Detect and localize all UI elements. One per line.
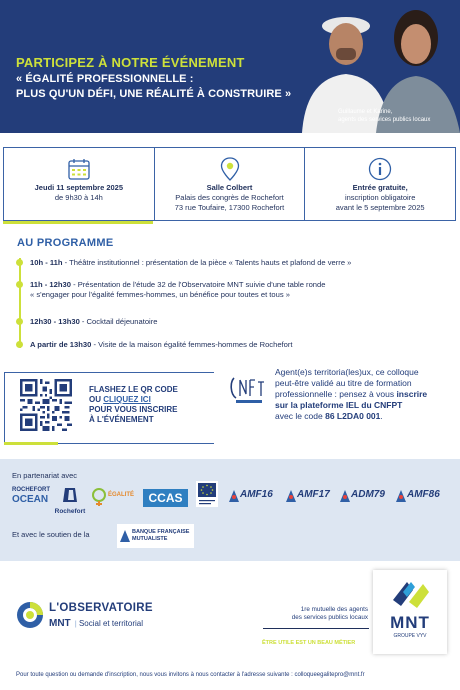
slogan: ÊTRE UTILE EST UN BEAU MÉTIER [262,640,356,646]
bfm-emblem-icon [120,530,130,542]
egalite-emblem-icon [91,487,107,507]
calendar-icon [66,156,92,182]
header-banner [0,0,460,133]
qr-code[interactable] [20,379,72,431]
rochefort-logo: Rochefort [53,487,87,513]
timeline-dot [16,281,23,288]
eu-emblem-icon [196,481,218,507]
qr-instructions: FLASHEZ LE QR CODE OU CLIQUEZ ICI POUR VOUS INSCRIRE À L'ÉVÉNEMENT [89,385,178,424]
observatoire-subtitle: MNT | Social et territorial [49,618,143,629]
entry-box [304,148,455,220]
cnfpt-logo [228,372,268,408]
venue-box [154,148,305,220]
divider [263,628,369,629]
amf-emblem-icon [229,490,239,502]
programme-item: 12h30 - 13h30 - Cocktail déjeunatoire [30,317,158,326]
contact-line: Pour toute question ou demande d'inscription, nous vous invitons à nous contacter à l'adresse suivante : colloqueegalitepro@mnt.fr [16,672,365,678]
amf17-logo: AMF17 [286,489,341,505]
adm-emblem-icon [340,490,350,502]
mutuelle-tagline: 1re mutuelle des agents des services publics locaux [291,606,368,621]
entry-free: Entrée gratuite, [352,183,408,192]
timeline-dot [16,341,23,348]
amf-emblem-icon [396,490,406,502]
amf86-logo: AMF86 [396,489,451,505]
event-hours: de 9h30 à 14h [54,193,103,202]
rochefort-emblem-icon [53,487,87,503]
info-icon [367,156,393,182]
amf-emblem-icon [286,490,296,502]
venue-place: Palais des congrès de Rochefort [175,193,284,202]
location-pin-icon [217,156,243,182]
mnt-logo: MNT GROUPE VYV [373,570,447,654]
venue-address: 73 rue Toufaire, 17300 Rochefort [174,203,285,212]
support-title: Et avec le soutien de la [12,530,90,539]
cnfpt-notice: Agent(e)s territoria(les)ux, ce colloque peut-être validé au titre de formation professionnelle : pensez à vous inscrire sur la plateforme IEL du CNFPT avec le code 86 L2DA0 001. [275,367,428,421]
entry-deadline: avant le 5 septembre 2025 [335,203,425,212]
register-link[interactable]: CLIQUEZ ICI [103,395,151,404]
event-invite-title: PARTICIPEZ À NOTRE ÉVÉNEMENT [16,55,245,70]
accent-bar [3,221,153,224]
partners-title: En partenariat avec [12,471,78,480]
programme-item: A partir de 13h30 - Visite de la maison égalité femmes-hommes de Rochefort [30,340,293,349]
qr-frame-accent [4,442,58,445]
event-info-boxes [3,147,456,221]
programme-title: AU PROGRAMME [17,237,114,249]
venue-name: Salle Colbert [206,183,253,192]
observatoire-name: L'OBSERVATOIRE [49,602,153,614]
date-box [4,148,154,220]
photo-caption: Guillaume et Karine, agents des services publics locaux [338,109,431,123]
timeline-dot [16,318,23,325]
programme-item: 11h - 12h30 - Présentation de l'étude 32 de l'Observatoire MNT suivie d'une table ronde « s'engager pour l'égalité femmes-hommes, un bénéfice pour toutes et tous » [30,280,326,299]
amf16-logo: AMF16 [229,489,284,505]
observatoire-logo-icon [15,600,45,630]
mnt-emblem-icon [373,570,447,612]
event-date: Jeudi 11 septembre 2025 [34,183,124,192]
ccas-logo: CCAS [143,489,188,507]
rochefort-ocean-logo: ROCHEFORT OCEAN [12,487,50,505]
event-name: « ÉGALITÉ PROFESSIONNELLE : PLUS QU'UN DÉFI, UNE RÉALITÉ À CONSTRUIRE » [16,73,292,100]
programme-timeline [19,258,21,348]
maison-egalite-logo: ÉGALITÉ [91,487,139,511]
programme-item: 10h - 11h - Théâtre institutionnel : présentation de la pièce « Talents hauts et plafond de verre » [30,258,352,267]
bfm-logo: BANQUE FRANÇAISE MUTUALISTE [117,524,194,548]
adm79-logo: ADM79 [340,489,395,505]
timeline-dot [16,259,23,266]
entry-registration: inscription obligatoire [344,193,416,202]
